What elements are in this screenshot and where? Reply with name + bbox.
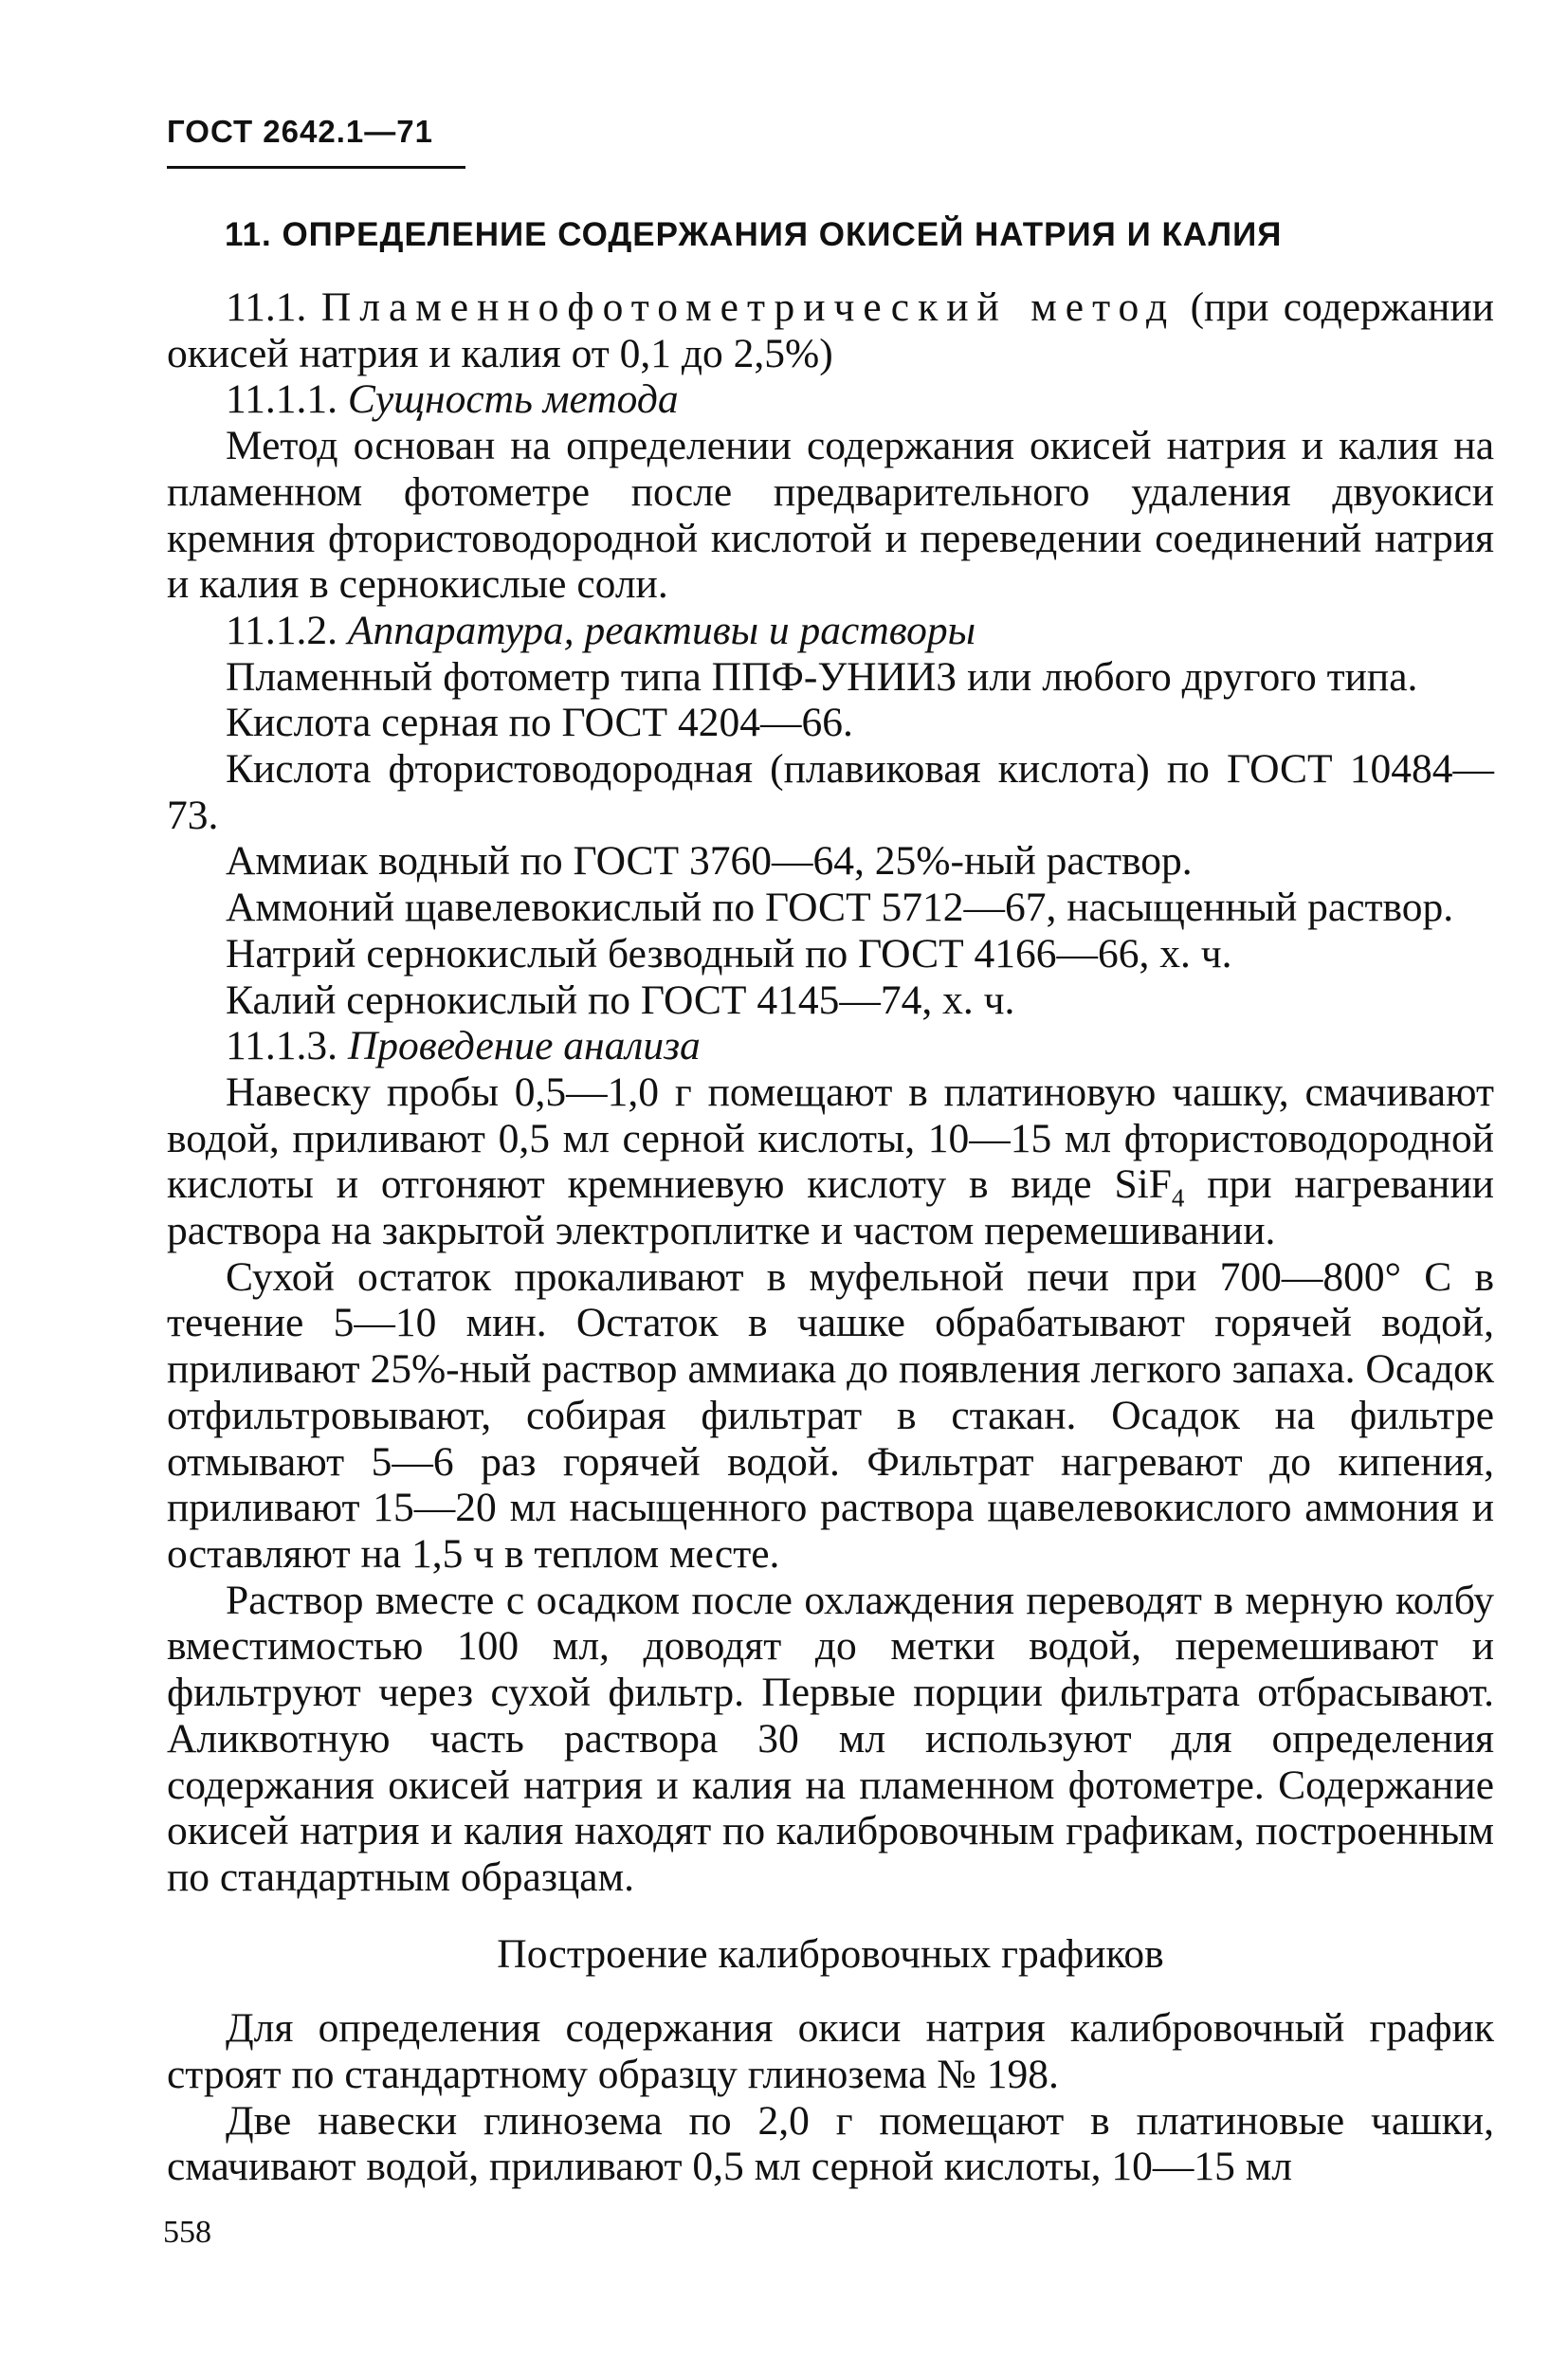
apparatus-item: Кислота фтористоводородная (плавиковая кислота) по ГОСТ 10484—73. (167, 746, 1494, 838)
analysis-text: Навеску пробы 0,5—1,0 г помещают в платиновую чашку, смачивают водой, приливают 0,5 мл серной кислоты, 10—15 мл фтористоводородной кислоты и отгоняют кремниевую кислоту в виде SiF (167, 1068, 1494, 1208)
apparatus-title: Аппаратура, реактивы и растворы (347, 607, 976, 653)
essence-heading (167, 376, 1494, 423)
analysis-heading (167, 1023, 1494, 1069)
essence-text: Метод основан на определении содержания окисей натрия и калия на пламенном фотометре после предварительного удаления двуокиси кремния фтористоводородной кислотой и переведении соединений натрия и калия в сернокислые соли. (167, 423, 1494, 608)
essence-number: 11.1.1. (226, 376, 338, 423)
method-name: Пламеннофотометрический метод (320, 284, 1176, 330)
apparatus-heading (167, 608, 1494, 654)
analysis-text: при нагревании раствора на закрытой электроплитке и частом перемешивании. (167, 1161, 1495, 1254)
analysis-title: Проведение анализа (347, 1023, 701, 1069)
calibration-heading: Построение калибровочных графиков (497, 1930, 1164, 1977)
calibration-paragraph-1: Для определения содержания окиси натрия калибровочный график строят по стандартному образцу глинозема № 198. (167, 2005, 1494, 2098)
method-range: (при содержании окисей натрия и калия от 0,1 до 2,5%) (167, 284, 1494, 376)
document-header: ГОСТ 2642.1—71 (167, 114, 433, 149)
apparatus-item: Натрий сернокислый безводный по ГОСТ 4166—66, х. ч. (226, 930, 1232, 977)
subscript: 4 (1171, 1184, 1185, 1214)
apparatus-item: Аммиак водный по ГОСТ 3760—64, 25%-ный раствор. (226, 838, 1193, 885)
essence-title: Сущность метода (347, 376, 679, 423)
method-number: 11.1. (226, 284, 307, 330)
calibration-paragraph-2: Две навески глинозема по 2,0 г помещают в платиновые чашки, смачивают водой, приливают 0,5 мл серной кислоты, 10—15 мл (167, 2097, 1494, 2190)
apparatus-item: Аммоний щавелевокислый по ГОСТ 5712—67, насыщенный раствор. (226, 885, 1454, 931)
analysis-number: 11.1.3. (226, 1023, 338, 1069)
analysis-paragraph-3: Раствор вместе с осадком после охлаждения переводят в мерную колбу вместимостью 100 мл, доводят до метки водой, перемешивают и фильтруют через сухой фильтр. Первые порции фильтрата отбрасывают. Аликвотную часть раствора 30 мл используют для определения содержания окисей натрия и калия на пламенном фотометре. Содержание окисей натрия и калия находят по калибровочным графикам, построенным по стандартным образцам. (167, 1577, 1494, 1900)
apparatus-item: Калий сернокислый по ГОСТ 4145—74, х. ч. (226, 977, 1015, 1023)
document-body (167, 284, 1494, 2190)
analysis-paragraph-2: Сухой остаток прокаливают в муфельной печи при 700—800° С в течение 5—10 мин. Остаток в чашке обрабатывают горячей водой, приливают 25%-ный раствор аммиака до появления легкого запаха. Осадок отфильтровывают, собирая фильтрат в стакан. Осадок на фильтре отмывают 5—6 раз горячей водой. Фильтрат нагревают до кипения, приливают 15—20 мл насыщенного раствора щавелевокислого аммония и оставляют на 1,5 ч в теплом месте. (167, 1253, 1494, 1577)
apparatus-item: Пламенный фотометр типа ППФ-УНИИЗ или любого другого типа. (226, 653, 1418, 700)
header-rule (167, 166, 465, 169)
section-title: 11. ОПРЕДЕЛЕНИЕ СОДЕРЖАНИЯ ОКИСЕЙ НАТРИЯ И КАЛИЯ (225, 216, 1283, 253)
analysis-paragraph-1 (167, 1069, 1494, 1254)
apparatus-number: 11.1.2. (226, 607, 338, 653)
page-number: 558 (163, 2215, 211, 2250)
apparatus-item: Кислота серная по ГОСТ 4204—66. (226, 700, 853, 746)
method-heading (167, 284, 1494, 376)
